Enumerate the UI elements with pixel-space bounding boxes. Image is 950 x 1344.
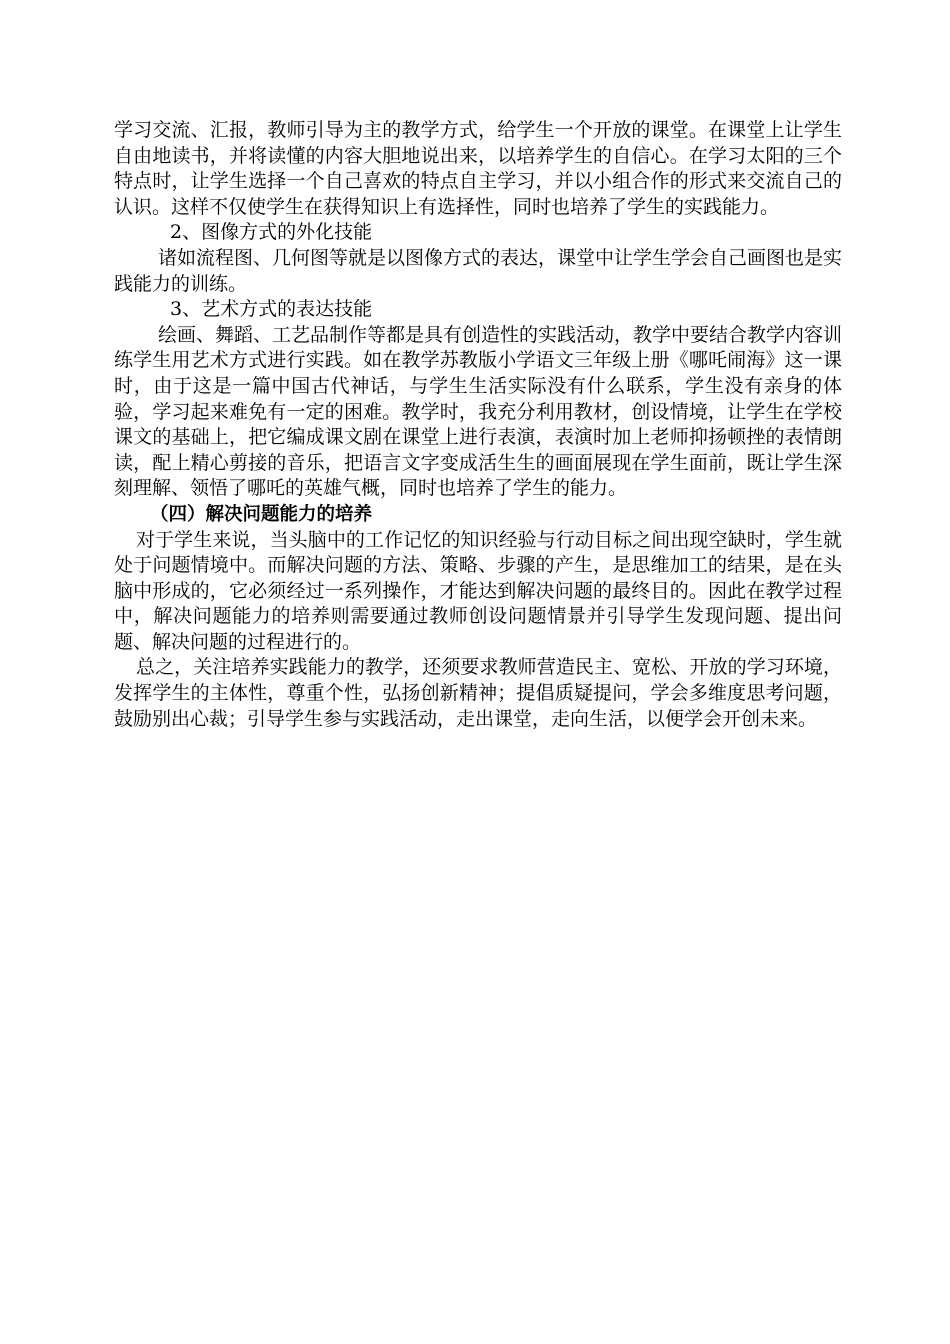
paragraph-image-skills: 诸如流程图、几何图等就是以图像方式的表达，课堂中让学生学会自己画图也是实践能力的训练。 [114,246,843,295]
document-body [114,118,842,732]
section-heading-problem-solving: （四）解决问题能力的培养 [150,503,373,525]
paragraph-problem-solving: 对于学生来说，当头脑中的工作记忆的知识经验与行动目标之间出现空缺时，学生就处于问题情境中。而解决问题的方法、策略、步骤的产生，是思维加工的结果，是在头脑中形成的，它必须经过一系列操作，才能达到解决问题的最终目的。因此在教学过程中，解决问题能力的培养则需要通过教师创设问题情景并引导学生发现问题、提出问题、解决问题的过程进行的。 [114,528,842,653]
paragraph-art-skills: 绘画、舞蹈、工艺品制作等都是具有创造性的实践活动，教学中要结合教学内容训练学生用艺术方式进行实践。如在教学苏教版小学语文三年级上册《哪吒闹海》这一课时，由于这是一篇中国古代神话，与学生生活实际没有什么联系，学生没有亲身的体验，学习起来难免有一定的困难。教学时，我充分利用教材，创设情境，让学生在学校课文的基础上，把它编成课文剧在课堂上进行表演，表演时加上老师抑扬顿挫的表情朗读，配上精心剪接的音乐，把语言文字变成活生生的画面展现在学生面前，既让学生深刻理解、领悟了哪吒的英雄气概，同时也培养了学生的能力。 [114,323,843,500]
subheading-art-skills: 3、艺术方式的表达技能 [170,298,373,321]
subheading-image-skills: 2、图像方式的外化技能 [170,221,373,244]
paragraph-conclusion: 总之，关注培养实践能力的教学，还须要求教师营造民主、宽松、开放的学习环境，发挥学生的主体性，尊重个性，弘扬创新精神；提倡质疑提问，学会多维度思考问题，鼓励别出心裁；引导学生参与实践活动，走出课堂，走向生活，以便学会开创未来。 [114,656,842,730]
paragraph-open-classroom: 学习交流、汇报，教师引导为主的教学方式，给学生一个开放的课堂。在课堂上让学生自由地读书，并将读懂的内容大胆地说出来，以培养学生的自信心。在学习太阳的三个特点时，让学生选择一个自己喜欢的特点自主学习，并以小组合作的形式来交流自己的认识。这样不仅使学生在获得知识上有选择性，同时也培养了学生的实践能力。 [114,119,842,218]
